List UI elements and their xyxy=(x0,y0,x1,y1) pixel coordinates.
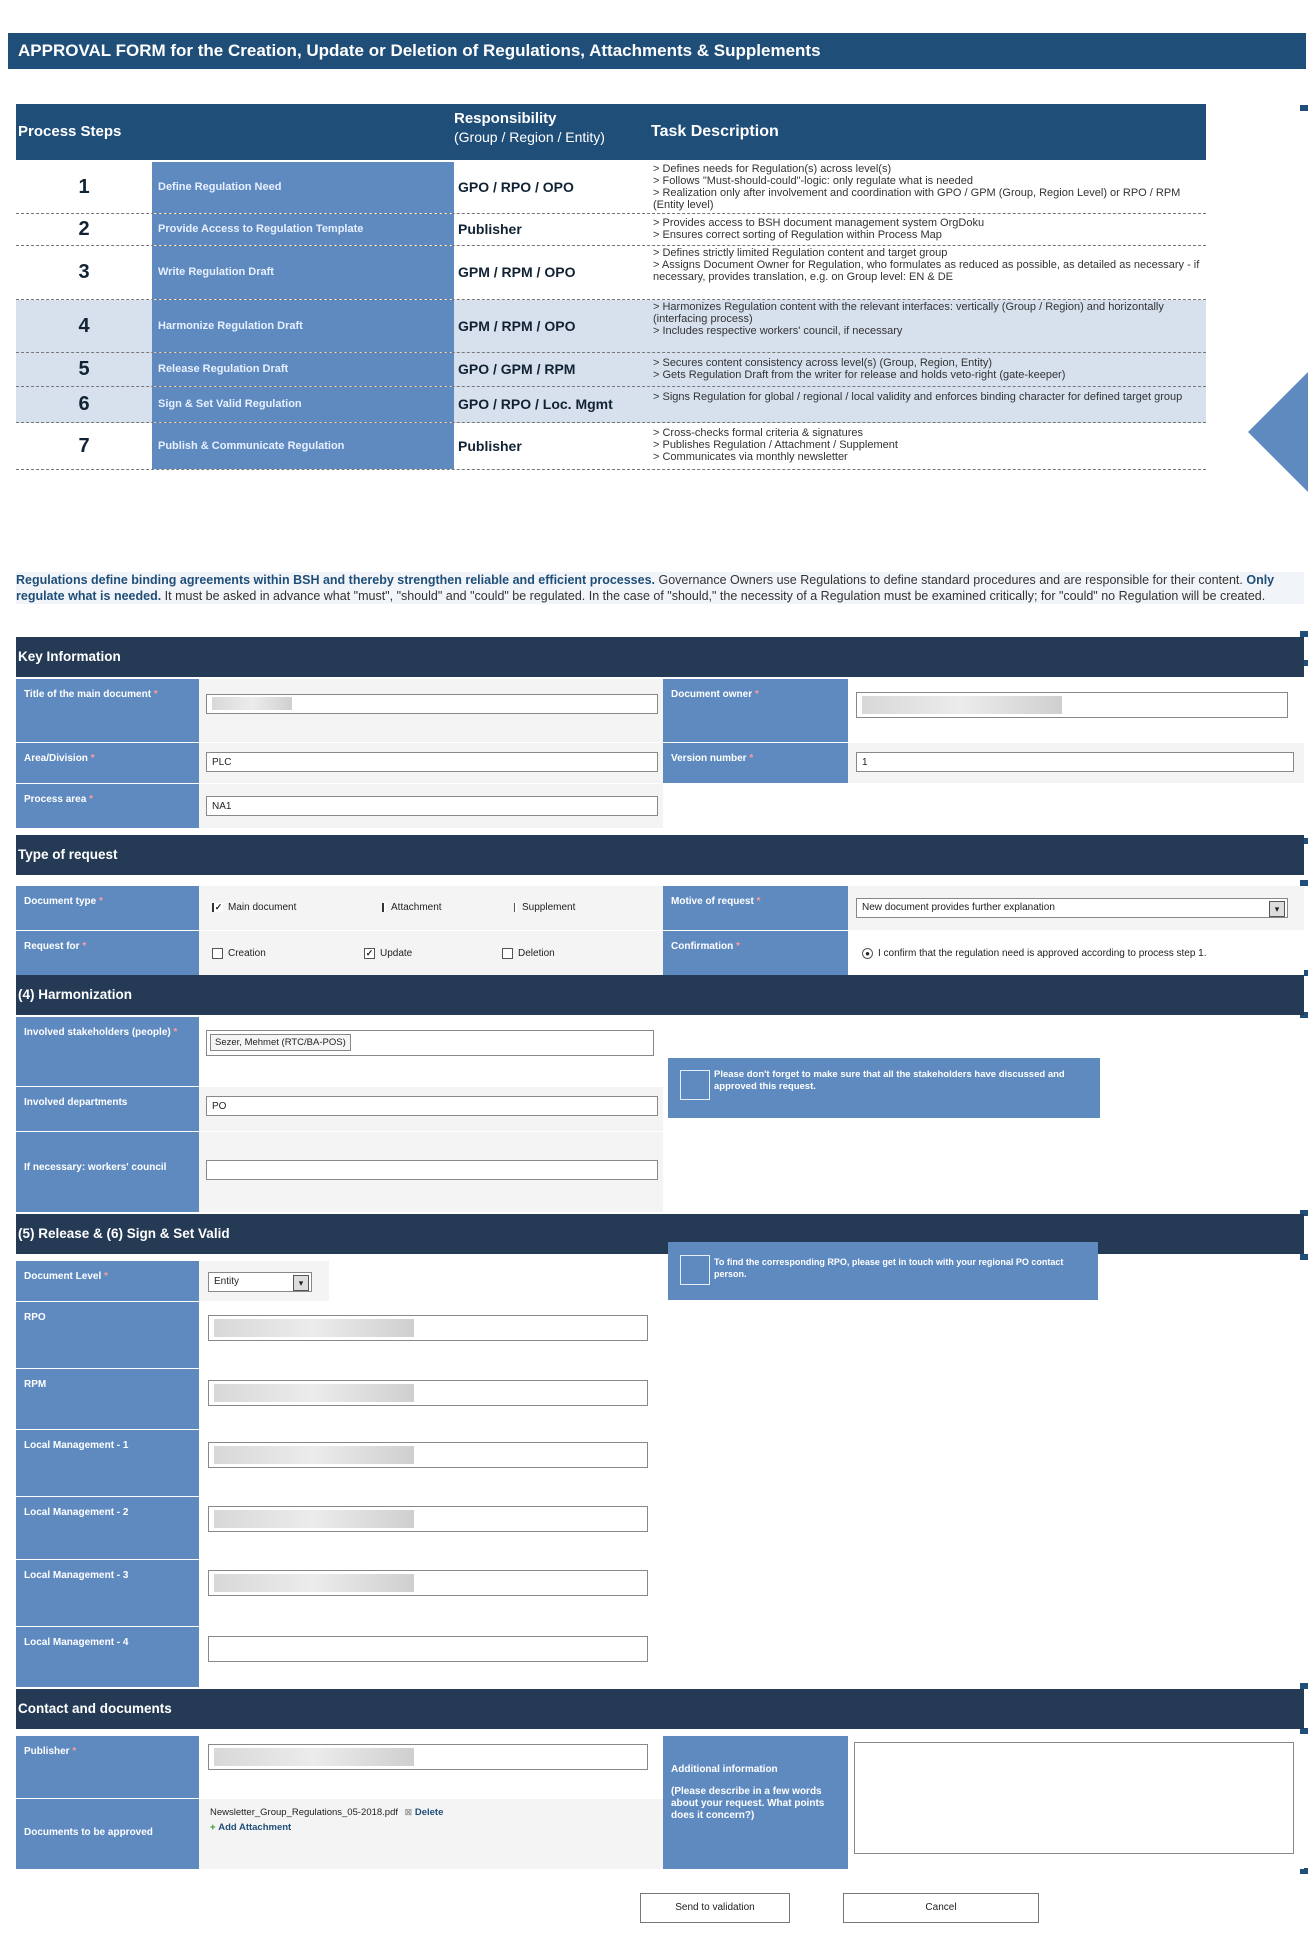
step-number: 3 xyxy=(78,261,90,283)
intro-text-2: It must be asked in advance what "must", "should" and "could" be regulated. In the case of "should," the necessity of a Regulation must be examined critically; for "could" no Regulation will be created. xyxy=(161,589,1266,603)
owner-input[interactable] xyxy=(856,692,1288,718)
attached-file xyxy=(210,1807,443,1833)
doc-level-selected-value: Entity xyxy=(214,1276,240,1287)
rpo-label: RPO xyxy=(16,1302,199,1368)
intro-bold-2: Only regulate what is needed. xyxy=(16,573,1275,603)
request-update-option[interactable] xyxy=(364,948,412,959)
doc-level-label: Document Level * xyxy=(16,1261,199,1301)
right-edge-marker xyxy=(1300,1254,1308,1260)
publisher-label: Publisher * xyxy=(16,1736,199,1798)
confirmation-text: I confirm that the regulation need is approved according to process step 1. xyxy=(878,948,1207,960)
departments-label: Involved departments xyxy=(16,1087,199,1131)
plus-icon: + xyxy=(210,1822,216,1833)
step-task: > Signs Regulation for global / regional / local validity and enforces binding character for defined target group xyxy=(653,391,1183,403)
stakeholder-chip[interactable]: Sezer, Mehmet (RTC/BA-POS) xyxy=(210,1034,351,1051)
section-harmonization: (4) Harmonization xyxy=(16,975,1304,1015)
section-contact-documents: Contact and documents xyxy=(16,1689,1304,1729)
local-mgmt-3-input[interactable] xyxy=(208,1570,648,1596)
step-name: Sign & Set Valid Regulation xyxy=(152,387,454,422)
local-mgmt-4-label: Local Management - 4 xyxy=(16,1627,199,1687)
local-mgmt-1-label: Local Management - 1 xyxy=(16,1430,199,1496)
additional-info-textarea[interactable] xyxy=(854,1742,1294,1854)
step-name: Publish & Communicate Regulation xyxy=(152,423,454,469)
stakeholders-input[interactable] xyxy=(206,1030,654,1056)
additional-info-title: Additional information xyxy=(671,1764,778,1775)
area-input[interactable]: PLC xyxy=(206,752,658,772)
rpo-input[interactable] xyxy=(208,1315,648,1341)
form-title: APPROVAL FORM for the Creation, Update or Deletion of Regulations, Attachments & Supplements xyxy=(8,33,1306,69)
harmonization-note-text: Please don't forget to make sure that all the stakeholders have discussed and approved this request. xyxy=(714,1069,1065,1092)
rpo-note xyxy=(668,1242,1098,1300)
step-number: 4 xyxy=(78,315,90,337)
local-mgmt-2-label: Local Management - 2 xyxy=(16,1497,199,1559)
doctype-label: Document type * xyxy=(16,886,199,930)
section-key-information: Key Information xyxy=(16,637,1304,677)
intro-text xyxy=(16,572,1304,604)
request-creation-checkbox[interactable] xyxy=(212,948,223,959)
doctype-supplement-checkbox[interactable] xyxy=(514,903,517,912)
additional-info-hint: (Please describe in a few words about your request. What points does it concern?) xyxy=(671,1786,825,1821)
motive-label: Motive of request * xyxy=(663,886,848,930)
header-process-steps: Process Steps xyxy=(18,123,122,140)
process-row xyxy=(16,423,1206,470)
area-label: Area/Division * xyxy=(16,743,199,783)
request-for-label: Request for * xyxy=(16,931,199,975)
version-label: Version number * xyxy=(663,743,848,783)
process-area-label: Process area * xyxy=(16,784,199,828)
request-deletion-option[interactable] xyxy=(502,948,555,959)
doctype-attachment-checkbox[interactable] xyxy=(382,903,386,912)
version-input[interactable]: 1 xyxy=(856,752,1294,772)
step-number: 5 xyxy=(78,358,90,380)
process-row xyxy=(16,387,1206,423)
delete-link[interactable]: Delete xyxy=(414,1807,444,1818)
step-responsibility: GPM / RPM / OPO xyxy=(458,318,576,334)
step-number: 6 xyxy=(78,393,90,415)
owner-label: Document owner * xyxy=(663,679,848,742)
process-table-header xyxy=(16,104,1206,160)
step-responsibility: GPO / GPM / RPM xyxy=(458,361,576,377)
header-task-description: Task Description xyxy=(651,123,779,140)
attached-file-name[interactable]: Newsletter_Group_Regulations_05-2018.pdf xyxy=(210,1807,399,1818)
motive-select[interactable] xyxy=(856,898,1288,918)
send-to-validation-button[interactable]: Send to validation xyxy=(640,1893,790,1923)
step-responsibility: GPO / RPO / OPO xyxy=(458,179,574,195)
header-responsibility xyxy=(454,110,649,146)
departments-input[interactable]: PO xyxy=(206,1096,658,1116)
doctype-main-label: Main document xyxy=(228,902,297,913)
header-responsibility-sub: (Group / Region / Entity) xyxy=(454,129,605,145)
step-responsibility: Publisher xyxy=(458,438,522,454)
request-deletion-label: Deletion xyxy=(518,948,555,960)
section-type-of-request: Type of request xyxy=(16,835,1304,875)
stakeholders-label: Involved stakeholders (people) * xyxy=(16,1017,199,1086)
step-task: > Secures content consistency across level(s) (Group, Region, Entity) > Gets Regulation Draft from the writer for release and holds veto-right (gate-keeper) xyxy=(653,357,1066,381)
intro-bold-1: Regulations define binding agreements within BSH and thereby strengthen reliable and efficient processes. xyxy=(16,573,656,587)
step-name: Harmonize Regulation Draft xyxy=(152,300,454,352)
step-responsibility: GPM / RPM / OPO xyxy=(458,264,576,280)
rpo-note-text: To find the corresponding RPO, please get in touch with your regional PO contact person. xyxy=(714,1257,1064,1279)
section-release-sign: (5) Release & (6) Sign & Set Valid xyxy=(16,1214,1304,1254)
step-responsibility: Publisher xyxy=(458,221,522,237)
step-task: > Defines needs for Regulation(s) across level(s) > Follows "Must-should-could"-logic: only regulate what is needed > Realization only after involvement and coordination with GPO / GPM (Group, Region Level) or RPO / RPM (Entity level) xyxy=(653,163,1181,211)
step-name: Define Regulation Need xyxy=(152,162,454,213)
confirmation-radio[interactable]: ● xyxy=(862,948,873,959)
doctype-main-option[interactable] xyxy=(212,902,296,913)
request-for-cell xyxy=(199,931,663,975)
process-row xyxy=(16,300,1206,353)
local-mgmt-2-input[interactable] xyxy=(208,1506,648,1532)
rpm-input[interactable] xyxy=(208,1380,648,1406)
note-icon xyxy=(680,1070,710,1100)
cancel-button[interactable]: Cancel xyxy=(843,1893,1039,1923)
step-name: Release Regulation Draft xyxy=(152,353,454,386)
process-row xyxy=(16,246,1206,300)
step-task: > Cross-checks formal criteria & signatures > Publishes Regulation / Attachment / Supplement > Communicates via monthly newsletter xyxy=(653,427,898,463)
note-icon xyxy=(680,1255,710,1285)
process-row xyxy=(16,214,1206,246)
doctype-supplement-label: Supplement xyxy=(522,902,576,913)
request-update-label: Update xyxy=(380,948,413,960)
step-number: 1 xyxy=(78,176,90,198)
header-responsibility-title: Responsibility xyxy=(454,110,557,127)
publisher-input[interactable] xyxy=(208,1744,648,1770)
docs-label: Documents to be approved xyxy=(16,1799,199,1869)
additional-info-label xyxy=(663,1736,848,1869)
request-creation-label: Creation xyxy=(228,948,266,960)
confirmation-label: Confirmation * xyxy=(663,931,848,975)
process-area-input[interactable]: NA1 xyxy=(206,796,658,816)
doctype-supplement-option[interactable] xyxy=(514,902,575,913)
chevron-down-icon[interactable]: ▾ xyxy=(293,1275,309,1291)
local-mgmt-3-label: Local Management - 3 xyxy=(16,1560,199,1626)
confirmation-option[interactable] xyxy=(862,948,1207,959)
doctype-attachment-option[interactable] xyxy=(382,902,442,913)
right-edge-marker xyxy=(1300,105,1308,111)
title-label: Title of the main document * xyxy=(16,679,199,742)
request-deletion-checkbox[interactable] xyxy=(502,948,513,959)
council-input[interactable] xyxy=(206,1160,658,1180)
local-mgmt-1-input[interactable] xyxy=(208,1442,648,1468)
step-task: > Provides access to BSH document management system OrgDoku > Ensures correct sorting of Regulation within Process Map xyxy=(653,217,985,241)
process-row xyxy=(16,353,1206,387)
step-number: 2 xyxy=(78,218,90,240)
step-responsibility: GPO / RPO / Loc. Mgmt xyxy=(458,396,613,412)
step-task: > Harmonizes Regulation content with the relevant interfaces: vertically (Group / Region) and horizontally (interfacing process) > Includes respective workers' council, if necessary xyxy=(653,301,1164,337)
add-attachment-row[interactable] xyxy=(210,1822,443,1833)
step-name: Write Regulation Draft xyxy=(152,246,454,299)
intro-text-1: Governance Owners use Regulations to define standard procedures and are responsible for their content. xyxy=(655,573,1247,587)
council-label: If necessary: workers' council xyxy=(16,1132,199,1212)
doctype-main-checkbox[interactable]: ✓ xyxy=(212,903,223,912)
doc-level-select[interactable] xyxy=(208,1272,312,1292)
step-task: > Defines strictly limited Regulation content and target group > Assigns Document Owner for Regulation, who formulates as reduced as possible, as detailed as necessary - if necessary, provides translation, e.g. on Group level: EN & DE xyxy=(653,247,1200,283)
harmonization-note xyxy=(668,1058,1100,1118)
doctype-attachment-label: Attachment xyxy=(391,902,442,913)
process-row xyxy=(16,162,1206,214)
add-attachment-link[interactable]: Add Attachment xyxy=(218,1822,292,1833)
step-name: Provide Access to Regulation Template xyxy=(152,214,454,245)
collapse-arrow-icon[interactable] xyxy=(1248,372,1308,492)
rpm-label: RPM xyxy=(16,1369,199,1429)
motive-selected-value: New document provides further explanation xyxy=(862,902,1055,913)
request-creation-option[interactable] xyxy=(212,948,266,959)
local-mgmt-4-input[interactable] xyxy=(208,1636,648,1662)
step-number: 7 xyxy=(78,435,90,457)
chevron-down-icon[interactable]: ▾ xyxy=(1269,901,1285,917)
title-input[interactable] xyxy=(206,694,658,714)
delete-icon[interactable]: ⊠ xyxy=(404,1807,413,1817)
request-update-checkbox[interactable]: ✓ xyxy=(365,948,374,958)
